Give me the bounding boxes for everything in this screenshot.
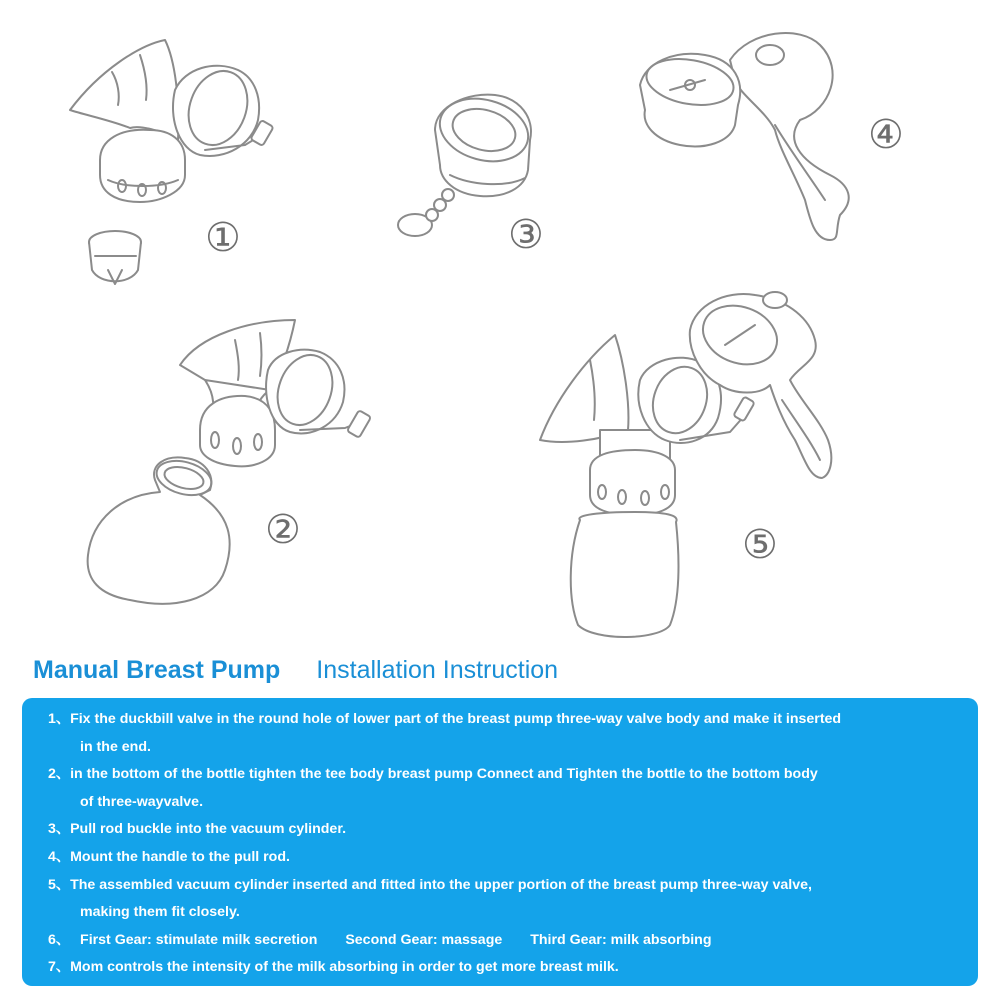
- instruction-text-continued: of three-wayvalve.: [80, 793, 204, 810]
- handle-drawing: [640, 33, 849, 240]
- instructions-panel: [22, 698, 978, 986]
- bottle-drawing-2: [88, 455, 230, 603]
- section-heading: [33, 656, 558, 685]
- instruction-item-1: [48, 706, 964, 761]
- instruction-item-6: [48, 927, 964, 955]
- gear-third: Third Gear: milk absorbing: [530, 931, 712, 948]
- gear-first: First Gear: stimulate milk secretion: [80, 931, 318, 948]
- instruction-text-continued: making them fit closely.: [80, 904, 240, 921]
- instruction-text: Mom controls the intensity of the milk absorbing in order to get more breast milk.: [70, 959, 619, 976]
- instruction-text: Mount the handle to the pull rod.: [70, 848, 290, 865]
- instruction-number: 5、: [48, 876, 71, 893]
- instruction-subtitle: Installation Instruction: [316, 656, 559, 684]
- step-number-1: ①: [205, 215, 241, 261]
- instruction-item-3: [48, 816, 964, 844]
- instruction-number: 7、: [48, 959, 71, 976]
- instruction-item-4: [48, 844, 964, 872]
- pull-rod-drawing: [398, 189, 454, 236]
- instruction-item-5: [48, 872, 964, 927]
- instruction-text: Pull rod buckle into the vacuum cylinder.: [70, 821, 347, 838]
- instruction-number: 1、: [48, 711, 71, 727]
- instruction-text-continued: in the end.: [80, 738, 151, 755]
- instruction-text: Fix the duckbill valve in the round hole of lower part of the breast pump three-way valve body and make it inserted: [70, 711, 842, 727]
- step-number-5: ⑤: [742, 522, 778, 568]
- product-title: Manual Breast Pump: [33, 656, 281, 684]
- instruction-item-7: [48, 954, 964, 982]
- gear-second: Second Gear: massage: [345, 931, 503, 948]
- instruction-text: in the bottom of the bottle tighten the tee body breast pump Connect and Tighten the bottle to the bottom body: [70, 766, 818, 783]
- vacuum-cylinder-drawing: [433, 89, 535, 196]
- step-number-3: ③: [508, 212, 544, 258]
- instruction-number: 4、: [48, 848, 71, 865]
- three-way-valve-drawing: [70, 40, 274, 202]
- instruction-text: The assembled vacuum cylinder inserted and fitted into the upper portion of the breast pump three-way valve,: [70, 876, 812, 893]
- breast-funnel-drawing: [180, 320, 371, 466]
- assembled-pump-drawing: [540, 292, 831, 637]
- duckbill-valve-drawing: [89, 231, 141, 284]
- instruction-number: 3、: [48, 821, 71, 838]
- step-number-2: ②: [265, 507, 301, 553]
- instruction-number: 6、: [48, 931, 71, 948]
- instruction-item-2: [48, 761, 964, 816]
- step-number-4: ④: [868, 112, 904, 158]
- instruction-number: 2、: [48, 766, 71, 783]
